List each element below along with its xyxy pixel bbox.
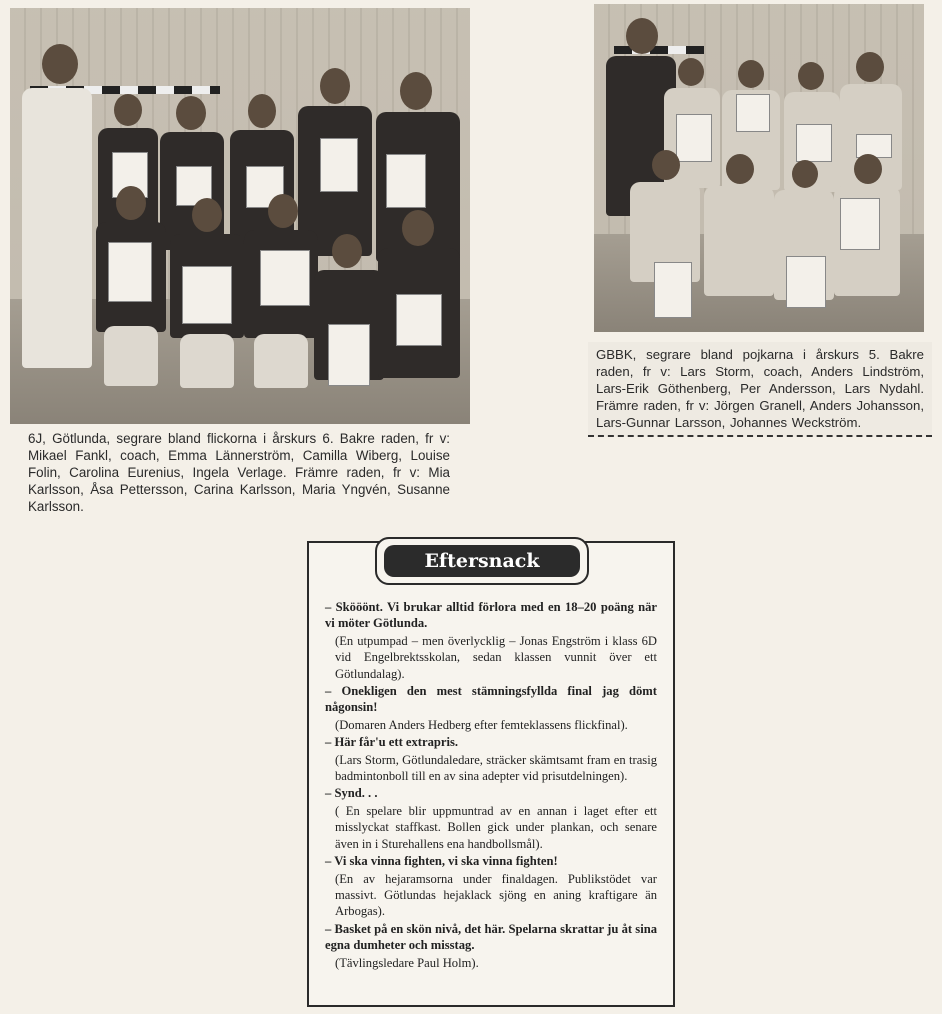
attribution-1: (En utpumpad – men överlycklig – Jonas Engström i klass 6D vid Engelbrektsskolan, sedan klassen vunnit över ett Götlundalag). bbox=[335, 633, 657, 681]
quote-4: – Synd. . . bbox=[325, 786, 378, 801]
attribution-4: ( En spelare blir uppmuntrad av en annan i laget efter ett misslyckat staffkast. Bollen gick under plankan, och senare även in i Sturehallens ena handbollsmål). bbox=[335, 803, 657, 851]
boys-team-caption: GBBK, segrare bland pojkarna i årskurs 5. Bakre raden, fr v: Lars Storm, coach, Anders Lindström, Lars-Erik Göthenberg, Per Andersson, Lars Nydahl. Främre raden, fr v: Jörgen Granell, Anders Johansson, Lars-Gunnar Larsson, Johannes Weckström. bbox=[588, 342, 932, 437]
quote-5: – Vi ska vinna fighten, vi ska vinna fighten! bbox=[325, 854, 558, 869]
left-clipping bbox=[10, 8, 470, 528]
eftersnack-box bbox=[307, 541, 675, 1007]
right-clipping bbox=[588, 4, 938, 468]
attribution-2: (Domaren Anders Hedberg efter femteklassens flickfinal). bbox=[335, 717, 628, 732]
eftersnack-text bbox=[325, 599, 657, 972]
attribution-6: (Tävlingsledare Paul Holm). bbox=[335, 955, 479, 970]
attribution-5: (En av hejaramsorna under finaldagen. Publikstödet var massivt. Götlundas hejaklack sjöng en aning kraftigare än Arbogas). bbox=[335, 871, 657, 919]
quote-6: – Basket på en skön nivå, det här. Spelarna skrattar ju åt sina egna dumheter och misstag. bbox=[325, 921, 657, 953]
quote-3: – Här får'u ett extrapris. bbox=[325, 735, 459, 750]
boys-team-photo bbox=[594, 4, 924, 332]
eftersnack-title-plate bbox=[375, 537, 589, 585]
girls-team-caption: 6J, Götlunda, segrare bland flickorna i årskurs 6. Bakre raden, fr v: Mikael Fankl, coach, Emma Lännerström, Camilla Wiberg, Louise Folin, Carolina Eurenius, Ingela Verlage. Främre raden, fr v: Mia Karlsson, Åsa Pettersson, Carina Karlsson, Maria Yngvén, Susanne Karlsson. bbox=[28, 431, 450, 514]
coach-figure bbox=[16, 44, 96, 374]
quote-1: – Skööönt. Vi brukar alltid förlora med en 18–20 poäng när vi möter Götlunda. bbox=[325, 600, 657, 631]
quote-2: – Onekligen den mest stämningsfyllda final jag dömt någonsin! bbox=[325, 684, 657, 715]
eftersnack-title: Eftersnack bbox=[384, 545, 580, 577]
girls-team-photo bbox=[10, 8, 470, 424]
attribution-3: (Lars Storm, Götlundaledare, sträcker skämtsamt fram en trasig badmintonboll till en av sina adepter vid prisutdelningen). bbox=[335, 752, 657, 784]
